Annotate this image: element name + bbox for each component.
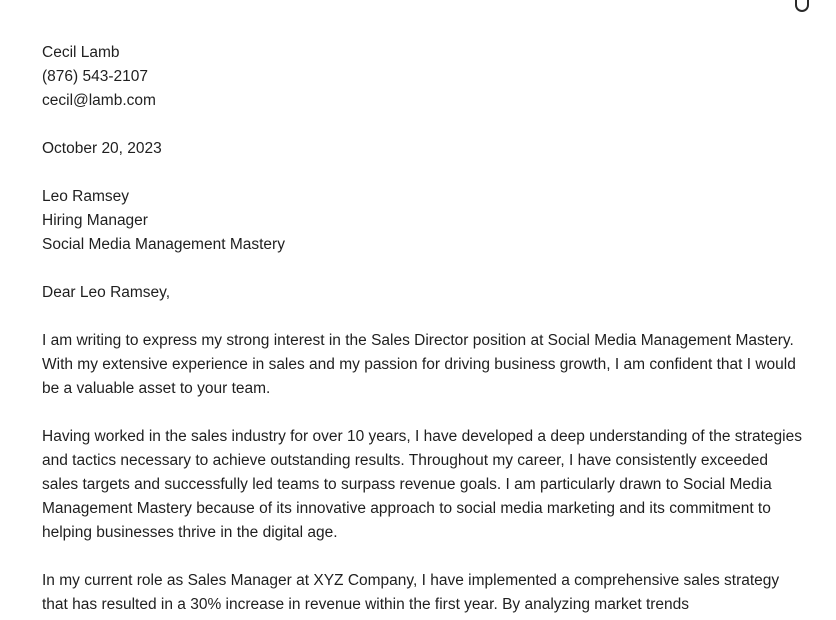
sender-phone: (876) 543-2107 (42, 68, 148, 85)
date-block (42, 137, 802, 161)
salutation-block (42, 281, 802, 305)
recipient-company: Social Media Management Mastery (42, 236, 285, 253)
salutation: Dear Leo Ramsey, (42, 284, 171, 301)
partial-corner-icon (795, 0, 809, 12)
letter-date: October 20, 2023 (42, 140, 162, 157)
cover-letter (42, 41, 802, 620)
body-paragraph-2: Having worked in the sales industry for over 10 years, I have developed a deep understanding of the strategies and tactics necessary to achieve outstanding results. Throughout my career, I have consistently exceeded sales targets and successfully led teams to surpass revenue goals. I am particularly drawn to Social Media Management Mastery because of its innovative approach to social media marketing and its commitment to helping businesses thrive in the digital age. (42, 428, 802, 541)
sender-email: cecil@lamb.com (42, 92, 156, 109)
sender-block (42, 41, 802, 113)
body-paragraph-1: I am writing to express my strong interest in the Sales Director position at Social Media Management Mastery. With my extensive experience in sales and my passion for driving business growth, I am confident that I would be a valuable asset to your team. (42, 332, 796, 397)
recipient-name: Leo Ramsey (42, 188, 130, 205)
recipient-block (42, 185, 802, 257)
recipient-title: Hiring Manager (42, 212, 148, 229)
body-paragraph-3: In my current role as Sales Manager at XYZ Company, I have implemented a comprehensive sales strategy that has resulted in a 30% increase in revenue within the first year. By analyzing market trends (42, 572, 780, 613)
sender-name: Cecil Lamb (42, 44, 120, 61)
